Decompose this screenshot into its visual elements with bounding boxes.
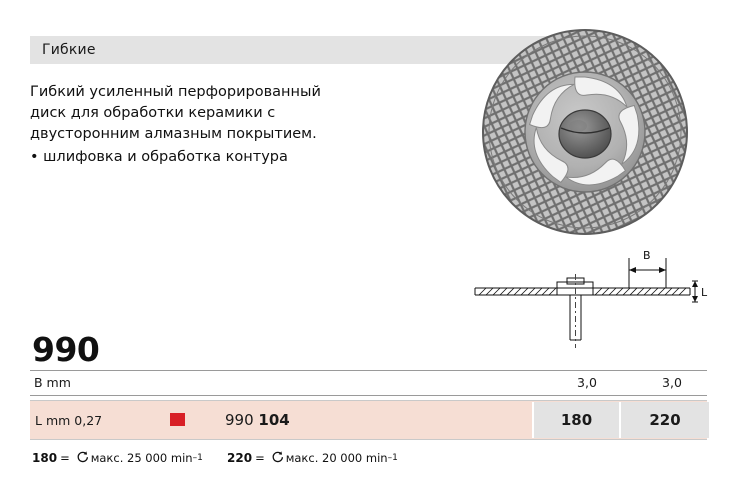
dimension-l-label: L bbox=[701, 286, 708, 299]
dimension-b-label: B bbox=[643, 249, 651, 262]
technical-drawing bbox=[455, 248, 710, 353]
row-b-label: B mm bbox=[34, 375, 71, 390]
size-cell-180[interactable]: 180 bbox=[532, 402, 621, 438]
footnote-size-180: 180 bbox=[32, 451, 58, 465]
product-code-heading: 990 bbox=[32, 330, 100, 369]
footnote-row bbox=[32, 450, 709, 470]
row-b-value-2: 3,0 bbox=[662, 375, 682, 390]
table-row-b bbox=[30, 371, 707, 395]
table-row-l[interactable] bbox=[30, 400, 707, 440]
product-description bbox=[30, 82, 430, 168]
description-line-3: двусторонним алмазным покрытием. bbox=[30, 126, 317, 142]
footnote-text-1: макс. 25 000 min bbox=[90, 451, 193, 465]
footnote-text-2: макс. 20 000 min bbox=[285, 451, 388, 465]
rotation-icon bbox=[271, 450, 284, 466]
footnote-exponent-2: –1 bbox=[387, 453, 398, 463]
category-label: Гибкие bbox=[42, 42, 96, 58]
footnote-size-220: 220 bbox=[227, 451, 253, 465]
footnote-220 bbox=[227, 450, 398, 466]
article-code bbox=[225, 411, 290, 429]
article-code-suffix: 104 bbox=[258, 411, 290, 429]
rotation-icon bbox=[76, 450, 89, 466]
description-line-2: диск для обработки керамики с bbox=[30, 105, 276, 121]
product-illustration bbox=[470, 22, 700, 242]
description-line-1: Гибкий усиленный перфорированный bbox=[30, 84, 321, 100]
color-swatch bbox=[170, 413, 185, 426]
size-cell-220[interactable]: 220 bbox=[619, 402, 711, 438]
description-bullet: • шлифовка и обработка контура bbox=[30, 149, 288, 165]
row-b-value-1: 3,0 bbox=[577, 375, 597, 390]
footnote-exponent-1: –1 bbox=[192, 453, 203, 463]
footnote-180 bbox=[32, 450, 203, 466]
footnote-equals-1: = bbox=[60, 451, 70, 465]
article-code-prefix: 990 bbox=[225, 411, 254, 429]
footnote-equals-2: = bbox=[255, 451, 265, 465]
table-rule-mid bbox=[30, 395, 707, 396]
row-l-label: L mm 0,27 bbox=[35, 413, 103, 428]
